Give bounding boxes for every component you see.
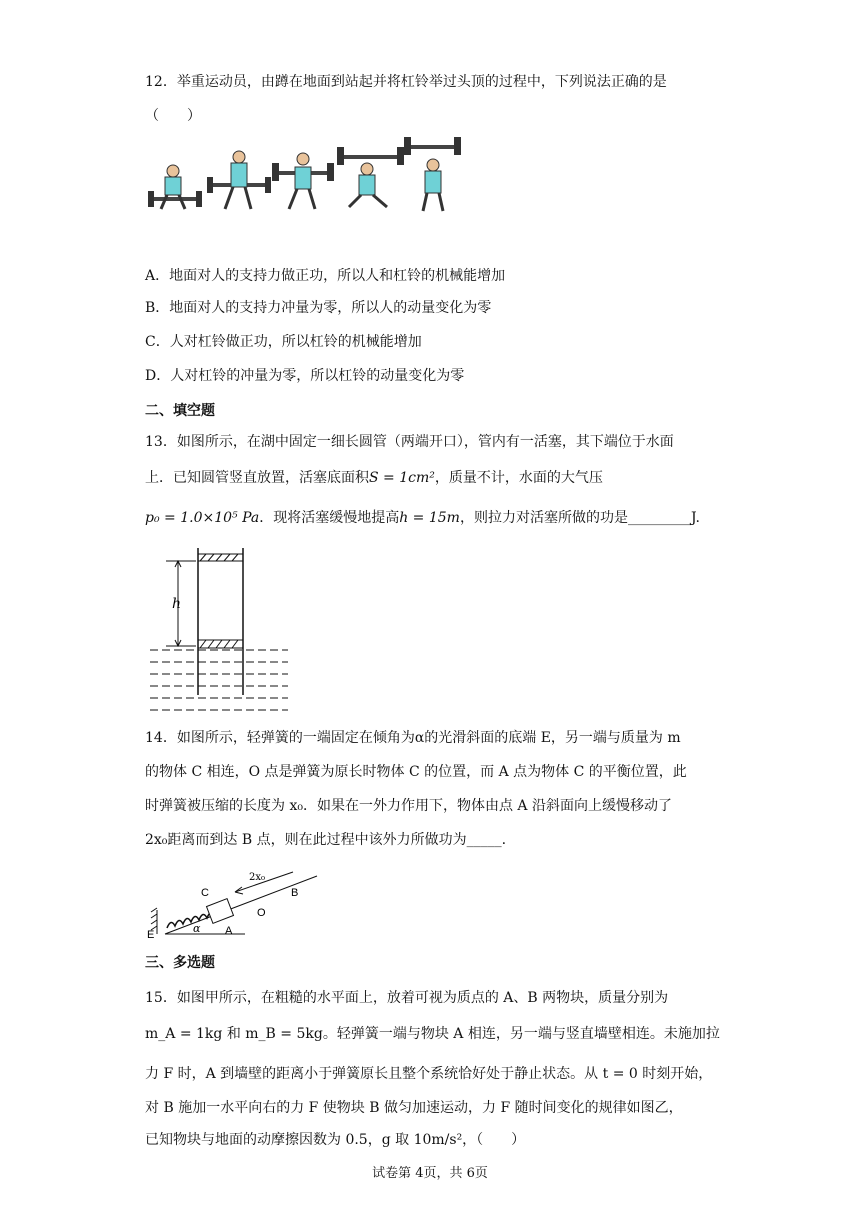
lifter-stage-4 [337,147,404,207]
q15-stem-line4: 对 B 施加一水平向右的力 F 使物块 B 做匀加速运动，力 F 随时间变化的规律如图乙， [145,1100,683,1116]
svg-text:C: C [201,887,209,899]
tube-piston-figure [148,540,293,715]
q14-stem-line1: 14．如图所示，轻弹簧的一端固定在倾角为α的光滑斜面的底端 E，另一端与质量为 m [145,730,681,746]
q12-option-d: D．人对杠铃的冲量为零，所以杠铃的动量变化为零 [145,368,465,384]
area-formula: S = 1cm² [369,470,435,486]
q12-stem-line1: 12．举重运动员，由蹲在地面到站起并将杠铃举过头顶的过程中，下列说法正确的是 [145,74,667,90]
lifter-stage-5 [404,137,461,211]
svg-text:A: A [225,925,233,937]
lifter-stage-3 [272,153,334,209]
q14-stem-line4: 2x₀距离而到达 B 点，则在此过程中该外力所做功为_____. [145,832,507,848]
q12-option-c: C．人对杠铃做正功，所以杠铃的机械能增加 [145,334,422,350]
page-footer: 试卷第 4页，共 6页 [372,1166,488,1181]
section-fill-in-heading: 二、填空题 [145,403,215,419]
q13-stem-line3: p₀ = 1.0×10⁵ Pa．现将活塞缓慢地提高h = 15m，则拉力对活塞所做的功是_________J. [145,510,700,526]
q12-option-b: B．地面对人的支持力冲量为零，所以人的动量变化为零 [145,300,492,316]
q12-stem-line2: （ ） [145,108,201,124]
q15-stem-line2: m_A = 1kg 和 m_B = 5kg。轻弹簧一端与物块 A 相连，另一端与竖直墙壁相连。未施加拉 [145,1026,720,1042]
weightlifter-figure [145,135,465,220]
svg-text:2x₀: 2x₀ [249,872,266,883]
q15-stem-line3: 力 F 时，A 到墙壁的距离小于弹簧原长且整个系统恰好处于静止状态。从 t = 0 时刻开始， [145,1066,713,1082]
pressure-formula: p₀ = 1.0×10⁵ Pa [145,510,260,526]
incline-spring-figure [145,862,325,940]
height-formula: h = 15m [399,510,460,526]
q13-stem-line2: 上．已知圆管竖直放置，活塞底面积S = 1cm²，质量不计，水面的大气压 [145,470,603,486]
label-h: h [172,596,182,612]
lifter-stage-1 [148,165,202,209]
q12-option-a: A．地面对人的支持力做正功，所以人和杠铃的机械能增加 [145,268,506,284]
q15-stem-line1: 15．如图甲所示，在粗糙的水平面上，放着可视为质点的 A、B 两物块，质量分别为 [145,990,669,1006]
svg-text:O: O [257,907,266,919]
svg-text:α: α [193,922,201,935]
q14-stem-line3: 时弹簧被压缩的长度为 x₀．如果在一外力作用下，物体由点 A 沿斜面向上缓慢移动了 [145,798,672,814]
svg-text:E: E [147,929,155,940]
lifter-stage-2 [207,151,271,209]
svg-text:B: B [291,887,299,899]
section-multiple-choice-heading: 三、多选题 [145,955,215,971]
q13-stem-line1: 13．如图所示，在湖中固定一细长圆管（两端开口），管内有一活塞，其下端位于水面 [145,434,674,450]
q15-stem-line5: 已知物块与地面的动摩擦因数为 0.5，g 取 10m/s²，（ ） [145,1132,526,1148]
q14-stem-line2: 的物体 C 相连，O 点是弹簧为原长时物体 C 的位置，而 A 点为物体 C 的平衡位置，此 [145,764,687,780]
